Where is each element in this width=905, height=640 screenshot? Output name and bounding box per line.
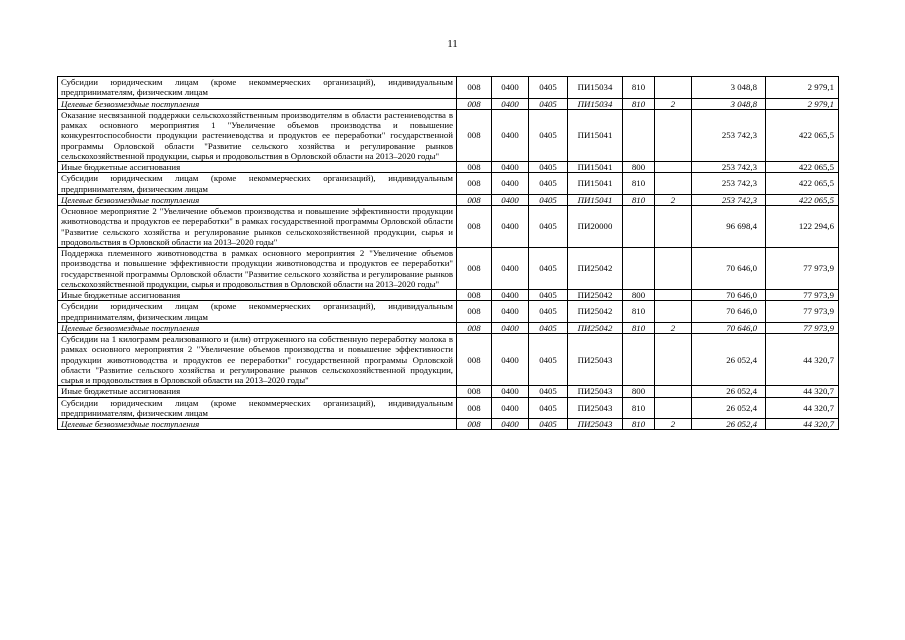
row-funding-code bbox=[655, 206, 692, 248]
row-subsection-code: 0405 bbox=[529, 194, 568, 205]
row-amount-2: 422 065,5 bbox=[766, 109, 839, 161]
row-expense-type: 810 bbox=[623, 98, 655, 109]
row-subsection-code: 0405 bbox=[529, 162, 568, 173]
row-subsection-code: 0405 bbox=[529, 334, 568, 386]
row-section-code: 0400 bbox=[492, 98, 529, 109]
row-target-article: ПИ15041 bbox=[568, 109, 623, 161]
table-row bbox=[58, 173, 839, 195]
table-row bbox=[58, 301, 839, 323]
row-subsection-code: 0405 bbox=[529, 419, 568, 430]
table-row bbox=[58, 334, 839, 386]
row-amount-2: 422 065,5 bbox=[766, 194, 839, 205]
row-expense-type: 800 bbox=[623, 290, 655, 301]
table-row bbox=[58, 109, 839, 161]
table-row bbox=[58, 77, 839, 99]
row-expense-type bbox=[623, 248, 655, 290]
row-section-code: 0400 bbox=[492, 248, 529, 290]
row-name: Целевые безвозмездные поступления bbox=[58, 322, 457, 333]
row-amount-2: 77 973,9 bbox=[766, 248, 839, 290]
row-name: Целевые безвозмездные поступления bbox=[58, 98, 457, 109]
row-expense-type: 810 bbox=[623, 419, 655, 430]
row-name: Целевые безвозмездные поступления bbox=[58, 194, 457, 205]
row-target-article: ПИ15041 bbox=[568, 162, 623, 173]
row-subsection-code: 0405 bbox=[529, 386, 568, 397]
row-section-code: 0400 bbox=[492, 290, 529, 301]
row-amount-1: 3 048,8 bbox=[692, 77, 766, 99]
table-row bbox=[58, 248, 839, 290]
row-ministry-code: 008 bbox=[457, 290, 492, 301]
table-row bbox=[58, 322, 839, 333]
row-expense-type bbox=[623, 334, 655, 386]
row-expense-type bbox=[623, 109, 655, 161]
row-target-article: ПИ20000 bbox=[568, 206, 623, 248]
row-name: Субсидии юридическим лицам (кроме некоммерческих организаций), индивидуальным предпринимателям, физическим лицам bbox=[58, 301, 457, 323]
row-name: Субсидии на 1 килограмм реализованного и (или) отгруженного на собственную переработку молока в рамках основного мероприятия 2 "Увеличение объемов производства и повышение эффективности продукции животноводства и продуктов ее переработки" государственной программы Орловской области "Развитие сельского хозяйства и регулирование рынков сельскохозяйственной продукции, сырья и продовольствия в Орловской области на 2013–2020 годы" bbox=[58, 334, 457, 386]
row-target-article: ПИ25043 bbox=[568, 419, 623, 430]
row-amount-2: 44 320,7 bbox=[766, 386, 839, 397]
row-amount-1: 253 742,3 bbox=[692, 109, 766, 161]
row-section-code: 0400 bbox=[492, 173, 529, 195]
row-expense-type: 810 bbox=[623, 301, 655, 323]
row-subsection-code: 0405 bbox=[529, 109, 568, 161]
row-name: Целевые безвозмездные поступления bbox=[58, 419, 457, 430]
row-amount-2: 422 065,5 bbox=[766, 173, 839, 195]
row-amount-1: 253 742,3 bbox=[692, 173, 766, 195]
row-amount-2: 77 973,9 bbox=[766, 301, 839, 323]
row-funding-code: 2 bbox=[655, 98, 692, 109]
row-amount-2: 77 973,9 bbox=[766, 322, 839, 333]
row-name: Субсидии юридическим лицам (кроме некоммерческих организаций), индивидуальным предпринимателям, физическим лицам bbox=[58, 173, 457, 195]
row-amount-2: 44 320,7 bbox=[766, 419, 839, 430]
table-row bbox=[58, 419, 839, 430]
row-name: Субсидии юридическим лицам (кроме некоммерческих организаций), индивидуальным предпринимателям, физическим лицам bbox=[58, 397, 457, 419]
row-section-code: 0400 bbox=[492, 206, 529, 248]
row-amount-2: 2 979,1 bbox=[766, 98, 839, 109]
table-row bbox=[58, 162, 839, 173]
row-amount-1: 70 646,0 bbox=[692, 301, 766, 323]
row-ministry-code: 008 bbox=[457, 322, 492, 333]
row-amount-1: 26 052,4 bbox=[692, 397, 766, 419]
row-ministry-code: 008 bbox=[457, 162, 492, 173]
row-name: Иные бюджетные ассигнования bbox=[58, 290, 457, 301]
row-subsection-code: 0405 bbox=[529, 98, 568, 109]
table-row bbox=[58, 98, 839, 109]
table-row bbox=[58, 290, 839, 301]
row-target-article: ПИ25042 bbox=[568, 248, 623, 290]
row-amount-2: 2 979,1 bbox=[766, 77, 839, 99]
row-amount-1: 26 052,4 bbox=[692, 419, 766, 430]
row-expense-type: 810 bbox=[623, 173, 655, 195]
row-funding-code bbox=[655, 77, 692, 99]
row-funding-code bbox=[655, 162, 692, 173]
row-funding-code bbox=[655, 173, 692, 195]
row-target-article: ПИ25042 bbox=[568, 301, 623, 323]
row-target-article: ПИ15041 bbox=[568, 173, 623, 195]
row-ministry-code: 008 bbox=[457, 109, 492, 161]
row-expense-type: 800 bbox=[623, 162, 655, 173]
row-funding-code bbox=[655, 397, 692, 419]
row-subsection-code: 0405 bbox=[529, 248, 568, 290]
row-section-code: 0400 bbox=[492, 419, 529, 430]
row-amount-2: 44 320,7 bbox=[766, 334, 839, 386]
row-section-code: 0400 bbox=[492, 322, 529, 333]
row-funding-code bbox=[655, 248, 692, 290]
row-ministry-code: 008 bbox=[457, 173, 492, 195]
table-row bbox=[58, 206, 839, 248]
row-amount-1: 253 742,3 bbox=[692, 162, 766, 173]
row-target-article: ПИ25043 bbox=[568, 397, 623, 419]
row-section-code: 0400 bbox=[492, 386, 529, 397]
row-amount-1: 253 742,3 bbox=[692, 194, 766, 205]
page-number: 11 bbox=[447, 38, 458, 50]
row-subsection-code: 0405 bbox=[529, 301, 568, 323]
row-subsection-code: 0405 bbox=[529, 322, 568, 333]
budget-table bbox=[57, 76, 839, 430]
row-target-article: ПИ25043 bbox=[568, 386, 623, 397]
table-row bbox=[58, 194, 839, 205]
row-amount-1: 70 646,0 bbox=[692, 322, 766, 333]
row-expense-type: 810 bbox=[623, 77, 655, 99]
row-ministry-code: 008 bbox=[457, 419, 492, 430]
row-ministry-code: 008 bbox=[457, 206, 492, 248]
row-amount-2: 44 320,7 bbox=[766, 397, 839, 419]
row-expense-type bbox=[623, 206, 655, 248]
row-name: Субсидии юридическим лицам (кроме некоммерческих организаций), индивидуальным предпринимателям, физическим лицам bbox=[58, 77, 457, 99]
row-section-code: 0400 bbox=[492, 301, 529, 323]
row-target-article: ПИ15041 bbox=[568, 194, 623, 205]
row-funding-code: 2 bbox=[655, 322, 692, 333]
row-funding-code bbox=[655, 109, 692, 161]
row-ministry-code: 008 bbox=[457, 98, 492, 109]
row-ministry-code: 008 bbox=[457, 77, 492, 99]
row-subsection-code: 0405 bbox=[529, 397, 568, 419]
row-section-code: 0400 bbox=[492, 194, 529, 205]
row-amount-1: 3 048,8 bbox=[692, 98, 766, 109]
row-amount-2: 122 294,6 bbox=[766, 206, 839, 248]
row-name: Основное мероприятие 2 "Увеличение объемов производства и повышение эффективности продукции животноводства и продуктов ее переработки" в рамках государственной программы Орловской области "Развитие сельского хозяйства и регулирование рынков сельскохозяйственной продукции, сырья и продовольствия в Орловской области на 2013–2020 годы" bbox=[58, 206, 457, 248]
row-target-article: ПИ25043 bbox=[568, 334, 623, 386]
table-row bbox=[58, 386, 839, 397]
row-target-article: ПИ25042 bbox=[568, 290, 623, 301]
row-section-code: 0400 bbox=[492, 109, 529, 161]
row-name: Иные бюджетные ассигнования bbox=[58, 162, 457, 173]
row-ministry-code: 008 bbox=[457, 194, 492, 205]
row-funding-code bbox=[655, 334, 692, 386]
row-ministry-code: 008 bbox=[457, 386, 492, 397]
table-row bbox=[58, 397, 839, 419]
row-amount-1: 70 646,0 bbox=[692, 290, 766, 301]
row-name: Поддержка племенного животноводства в рамках основного мероприятия 2 "Увеличение объемов производства и повышение эффективности продукции животноводства и продуктов ее переработки" государственной программы Орловской области "Развитие сельского хозяйства и регулирование рынков сельскохозяйственной продукции, сырья и продовольствия в Орловской области на 2013–2020 годы" bbox=[58, 248, 457, 290]
row-funding-code bbox=[655, 386, 692, 397]
row-funding-code bbox=[655, 301, 692, 323]
row-amount-1: 96 698,4 bbox=[692, 206, 766, 248]
row-expense-type: 810 bbox=[623, 194, 655, 205]
row-name: Иные бюджетные ассигнования bbox=[58, 386, 457, 397]
row-funding-code bbox=[655, 290, 692, 301]
row-expense-type: 810 bbox=[623, 322, 655, 333]
row-funding-code: 2 bbox=[655, 419, 692, 430]
row-section-code: 0400 bbox=[492, 397, 529, 419]
row-subsection-code: 0405 bbox=[529, 290, 568, 301]
row-amount-2: 77 973,9 bbox=[766, 290, 839, 301]
row-subsection-code: 0405 bbox=[529, 173, 568, 195]
row-funding-code: 2 bbox=[655, 194, 692, 205]
row-subsection-code: 0405 bbox=[529, 206, 568, 248]
row-section-code: 0400 bbox=[492, 162, 529, 173]
row-amount-1: 70 646,0 bbox=[692, 248, 766, 290]
row-expense-type: 800 bbox=[623, 386, 655, 397]
row-amount-1: 26 052,4 bbox=[692, 386, 766, 397]
row-ministry-code: 008 bbox=[457, 397, 492, 419]
row-section-code: 0400 bbox=[492, 77, 529, 99]
row-amount-2: 422 065,5 bbox=[766, 162, 839, 173]
row-ministry-code: 008 bbox=[457, 301, 492, 323]
row-target-article: ПИ15034 bbox=[568, 98, 623, 109]
row-ministry-code: 008 bbox=[457, 248, 492, 290]
table-body bbox=[58, 77, 839, 430]
row-target-article: ПИ15034 bbox=[568, 77, 623, 99]
row-expense-type: 810 bbox=[623, 397, 655, 419]
row-section-code: 0400 bbox=[492, 334, 529, 386]
row-target-article: ПИ25042 bbox=[568, 322, 623, 333]
row-amount-1: 26 052,4 bbox=[692, 334, 766, 386]
row-name: Оказание несвязанной поддержки сельскохозяйственным производителям в области растениеводства в рамках основного мероприятия 1 "Увеличение объемов производства и повышение конкурентоспособности продукции растениеводства и продуктов ее переработки" государственной программы Орловской области "Развитие сельского хозяйства и регулирование рынков сельскохозяйственной продукции, сырья и продовольствия в Орловской области на 2013–2020 годы" bbox=[58, 109, 457, 161]
row-subsection-code: 0405 bbox=[529, 77, 568, 99]
row-ministry-code: 008 bbox=[457, 334, 492, 386]
